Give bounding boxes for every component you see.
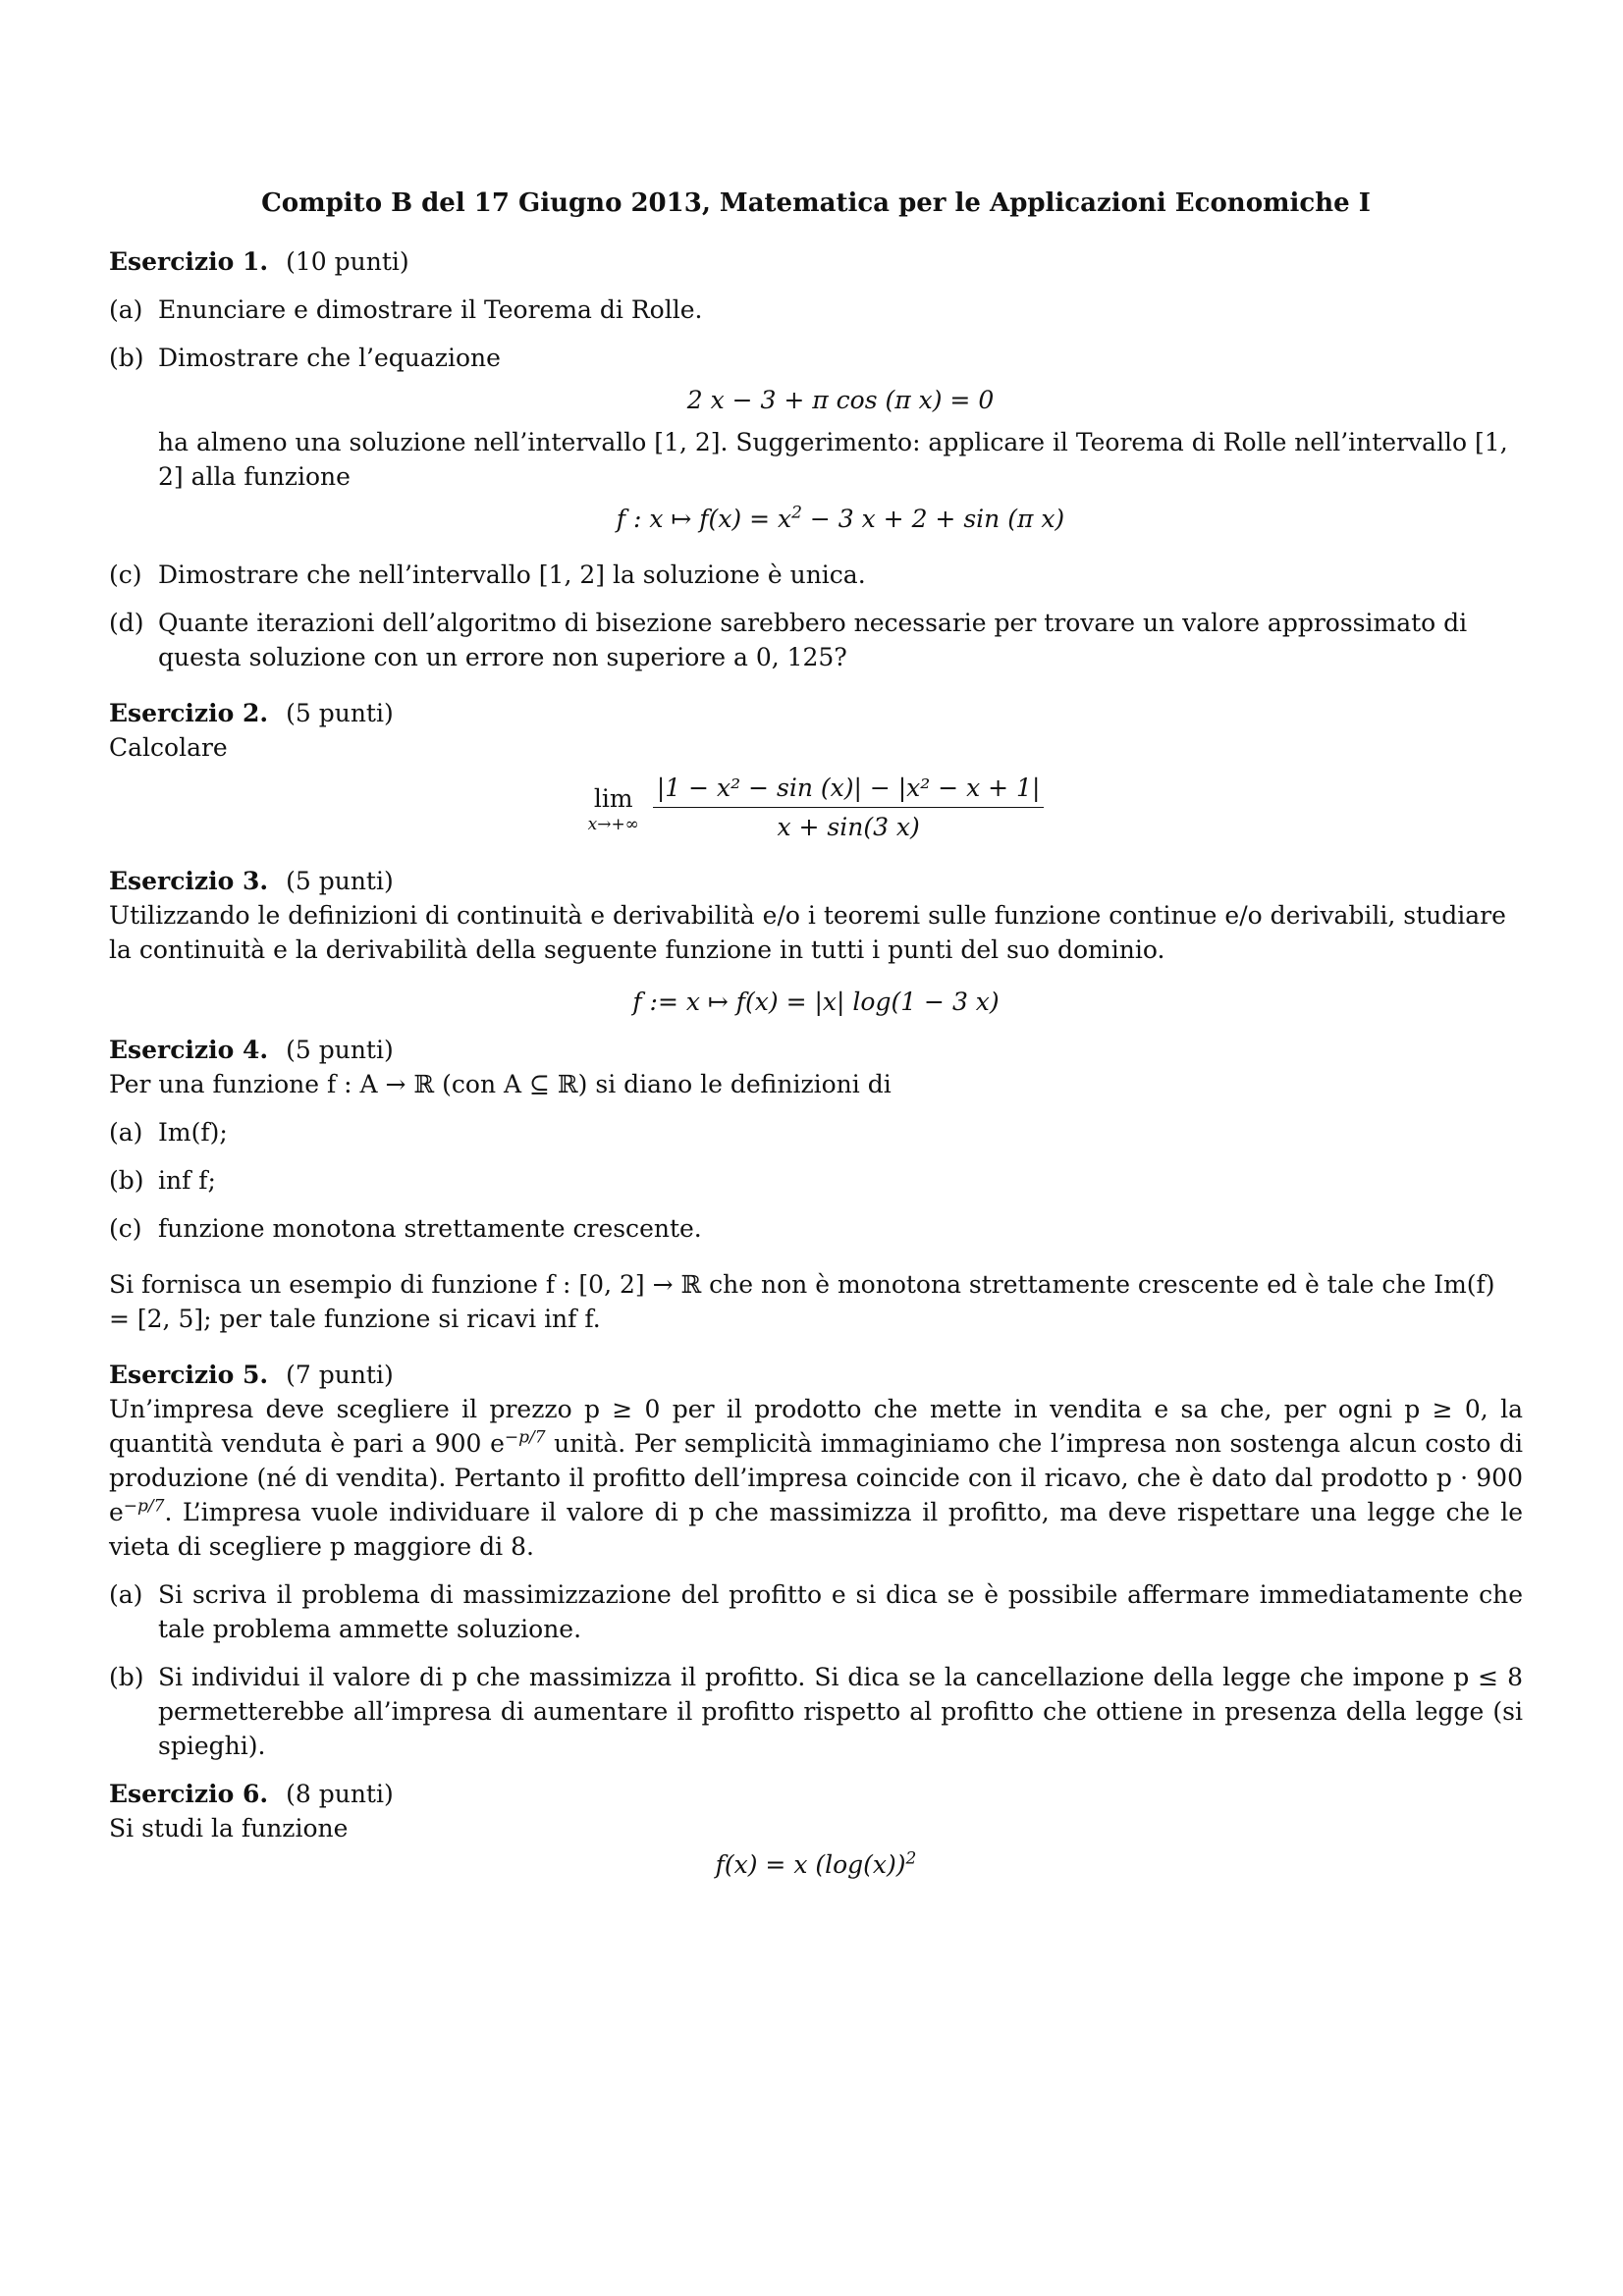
exercise-4-outro: Si fornisca un esempio di funzione f : [0, 2] → ℝ che non è monotona strettamente crescente ed è tale che Im(f) = [2, 5]; per tale funzione si ricavi inf f.	[109, 1270, 1495, 1333]
equation-abs-log: f := x ↦ f(x) = |x| log(1 − 3 x)	[632, 988, 1000, 1016]
item-label: (a)	[109, 1118, 143, 1147]
limit-fraction	[653, 771, 1045, 844]
exam-page	[109, 187, 1523, 1890]
item-label: (b)	[109, 1663, 144, 1691]
exercise-4-item-c	[109, 1211, 1523, 1246]
exercise-5-points: (7 punti)	[286, 1361, 394, 1389]
exercise-5-name: Esercizio 5.	[109, 1361, 269, 1389]
limit-expression	[109, 771, 1523, 844]
exercise-6	[109, 1777, 1523, 1882]
fraction-denominator: x + sin(3 x)	[777, 813, 920, 841]
item-text-continued: ha almeno una soluzione nell’intervallo [1, 2]. Suggerimento: applicare il Teorema di Rolle nell’intervallo [1, 2] alla funzione	[158, 428, 1508, 491]
exercise-2-points: (5 punti)	[286, 699, 394, 727]
exercise-4-item-a	[109, 1115, 1523, 1149]
exercise-3-points: (5 punti)	[286, 867, 394, 895]
exercise-5-intro: Un’impresa deve scegliere il prezzo p ≥ 0 per il prodotto che mette in vendita e sa che, per ogni p ≥ 0, la quantità venduta è pari a 900 $e^{-p/7}$ unità. Per semplicità immaginiamo che l’impresa non sostenga alcun costo di produzione (né di vendita). Pertanto il profitto dell’impresa coincide con il ricavo, che è dato dal prodotto p · 900 $e^{-p/7}$. L’impresa vuole individuare il valore di p che massimizza il profitto, ma deve rispettare una legge che le vieta di scegliere p maggiore di 8.	[109, 1395, 1523, 1561]
equation-xlog2: f(x) = x $(\log(x))^2$	[715, 1848, 917, 1879]
fraction-numerator: |1 − x² − sin (x)| − |x² − x + 1|	[653, 771, 1045, 808]
limit-operator: lim x→+∞	[587, 784, 639, 834]
exercise-4-intro: Per una funzione f : A → ℝ (con A ⊆ ℝ) si diano le definizioni di	[109, 1070, 892, 1098]
exercise-4-item-b	[109, 1163, 1523, 1198]
exercise-1-name: Esercizio 1.	[109, 247, 269, 276]
item-text: Enunciare e dimostrare il Teorema di Rolle.	[158, 295, 703, 324]
exercise-3-header	[109, 864, 1523, 898]
exercise-3	[109, 864, 1523, 1019]
exercise-1-item-a	[109, 293, 1523, 327]
equation-rolle: 2 x − 3 + π cos (π x) = 0	[686, 386, 995, 414]
item-text: funzione monotona strettamente crescente.	[158, 1214, 702, 1243]
item-label: (c)	[109, 561, 142, 589]
item-label: (c)	[109, 1214, 142, 1243]
equation-function: f : x ↦ $f(x) = x^2 - 3$ x + 2 + sin (π x)	[616, 503, 1065, 533]
item-label: (a)	[109, 295, 143, 324]
exercise-5-header	[109, 1358, 1523, 1392]
item-text: Si scriva il problema di massimizzazione del profitto e si dica se è possibile affermare immediatamente che tale problema ammette soluzione.	[158, 1580, 1523, 1643]
item-text: Si individui il valore di p che massimizza il profitto. Si dica se la cancellazione della legge che impone p ≤ 8 permetterebbe all’impresa di aumentare il profitto rispetto al profitto che ottiene in presenza della legge (si spieghi).	[158, 1663, 1523, 1760]
exercise-2	[109, 696, 1523, 844]
exercise-1-item-c	[109, 558, 1523, 592]
item-label: (a)	[109, 1580, 143, 1609]
exercise-1-points: (10 punti)	[286, 247, 409, 276]
exercise-6-header	[109, 1777, 1523, 1811]
exercise-6-points: (8 punti)	[286, 1780, 394, 1808]
exercise-4-header	[109, 1033, 1523, 1067]
item-label: (b)	[109, 344, 144, 372]
item-text: Im(f);	[158, 1118, 228, 1147]
exercise-3-intro: Utilizzando le definizioni di continuità e derivabilità e/o i teoremi sulle funzione continue e/o derivabili, studiare la continuità e la derivabilità della seguente funzione in tutti i punti del suo dominio.	[109, 901, 1506, 964]
exercise-5-item-b	[109, 1660, 1523, 1763]
exercise-1-item-b	[109, 341, 1523, 536]
exercise-5	[109, 1358, 1523, 1763]
exercise-1-item-d	[109, 606, 1523, 674]
exercise-4	[109, 1033, 1523, 1336]
page-title: Compito B del 17 Giugno 2013, Matematica per le Applicazioni Economiche I	[261, 188, 1371, 218]
exercise-6-name: Esercizio 6.	[109, 1780, 269, 1808]
item-text: inf f;	[158, 1166, 216, 1195]
exercise-3-name: Esercizio 3.	[109, 867, 269, 895]
exercise-2-header	[109, 696, 1523, 730]
exercise-2-name: Esercizio 2.	[109, 699, 269, 727]
item-text: Dimostrare che nell’intervallo [1, 2] la soluzione è unica.	[158, 561, 866, 589]
exercise-4-name: Esercizio 4.	[109, 1036, 269, 1064]
exercise-4-points: (5 punti)	[286, 1036, 394, 1064]
exercise-2-intro: Calcolare	[109, 733, 228, 762]
item-text: Quante iterazioni dell’algoritmo di bisezione sarebbero necessarie per trovare un valore approssimato di questa soluzione con un errore non superiore a 0, 125?	[158, 609, 1468, 671]
exercise-1	[109, 244, 1523, 674]
item-label: (b)	[109, 1166, 144, 1195]
exercise-5-item-a	[109, 1577, 1523, 1646]
exercise-1-header	[109, 244, 1523, 279]
item-text: Dimostrare che l’equazione	[158, 344, 501, 372]
item-label: (d)	[109, 609, 144, 637]
exercise-6-intro: Si studi la funzione	[109, 1814, 349, 1842]
